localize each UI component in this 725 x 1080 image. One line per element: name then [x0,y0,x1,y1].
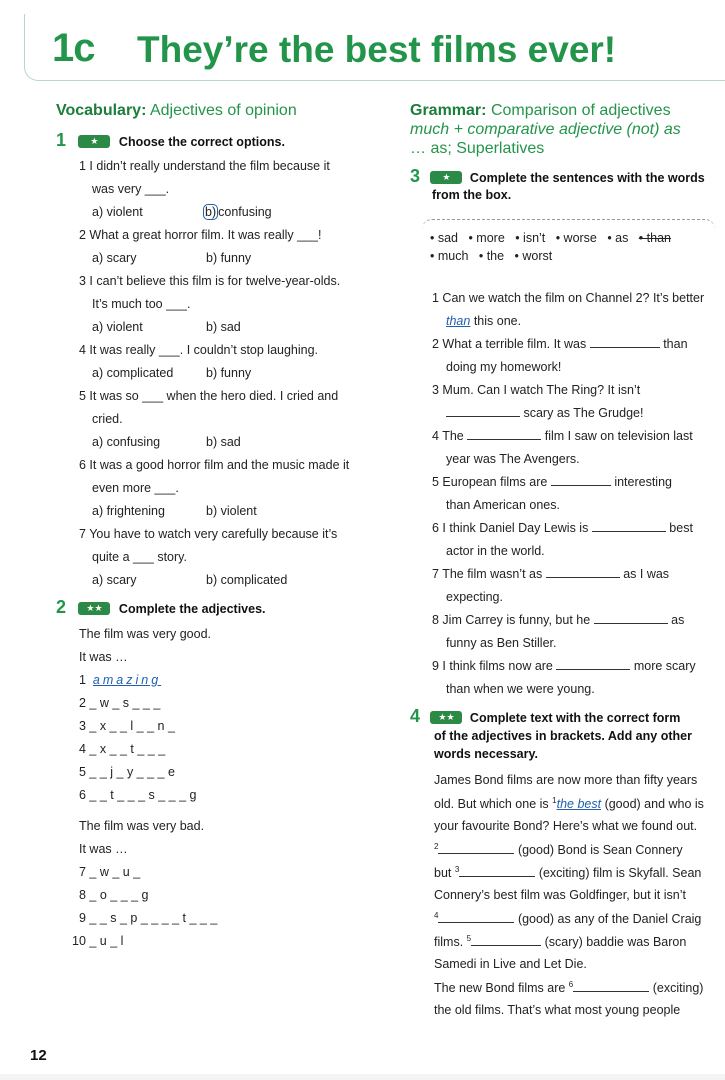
ex4-line: Samedi in Live and Let Die. [434,957,587,971]
exercise-4-number: 4 [410,706,421,726]
ex4-line: $^4$ (good) as any of the Daniel Craig [434,911,702,927]
ex2-item: 10 _ u _ l [72,934,124,948]
ex2-it-was: It was … [79,650,128,664]
page-number: 12 [30,1047,47,1064]
page-edge [0,1074,725,1080]
ex1-line: 7 You have to watch very carefully because it’s [79,527,338,541]
circled-answer: b) [205,205,217,219]
exercise-4-header [410,706,722,727]
exercise-3-instruction-2: from the box. [432,188,512,202]
ex1-option: a) frightening [92,504,165,518]
ex3-line: 8 Jim Carrey is funny, but he as [432,613,685,627]
vocab-heading: Vocabulary: Adjectives of opinion [56,102,297,119]
word-item: • as [607,231,629,245]
ex4-line: but $^3$ (exciting) film is Skyfall. Sean [434,865,702,881]
ex2-item: 9 _ _ s _ p _ _ _ _ t _ _ _ [79,911,218,925]
ex2-intro: The film was very good. [79,627,211,641]
exercise-1-instruction: Choose the correct options. [118,135,285,149]
ex3-line: than when we were young. [446,682,595,696]
word-item: • the [478,249,505,263]
ex1-option: b) violent [206,504,257,518]
ex4-line: old. But which one is $^1$the best (good) and who is [434,796,704,812]
word-item: • isn’t [515,231,546,245]
ex2-item: 3 _ x _ _ l _ _ n _ [79,719,175,733]
word-box-row-1 [430,231,671,245]
exercise-4-instruction-3: words necessary. [434,747,538,761]
ex1-line: 5 It was so ___ when the hero died. I cried and [79,389,339,403]
star-badge-icon: ★ [78,135,110,148]
ex1-option: b) funny [206,366,252,380]
ex3-line: 7 The film wasn’t as as I was [432,567,670,581]
exercise-3-header [410,166,722,187]
ex3-line: 1 Can we watch the film on Channel 2? It’s better [432,291,705,305]
ex1-line: was very ___. [92,182,170,196]
ex1-line: even more ___. [92,481,179,495]
word-box-row-2 [430,249,552,263]
ex1-option: a) violent [92,205,143,219]
ex1-line: 3 I can’t believe this film is for twelve-year-olds. [79,274,341,288]
ex1-line: 2 What a great horror film. It was really ___! [79,228,322,242]
exercise-2-instruction: Complete the adjectives. [118,602,266,616]
ex1-option: a) scary [92,251,137,265]
ex3-line: actor in the world. [446,544,545,558]
page-title: They’re the best films ever! [137,29,617,70]
grammar-heading: Grammar: Comparison of adjectives much + comparative adjective (not) as … as; Superlatives [410,102,681,157]
ex4-line: films. $^5$ (scary) baddie was Baron [434,934,687,950]
handwritten-answer: the best [556,797,602,812]
star-badge-icon: ★★ [430,711,462,724]
star-badge-icon: ★ [430,171,462,184]
exercise-1-number: 1 [56,130,67,150]
ex3-line: year was The Avengers. [446,452,580,466]
ex3-line: than American ones. [446,498,560,512]
exercise-3-number: 3 [410,166,421,186]
unit-number: 1c [52,26,95,70]
ex2-item: 8 _ o _ _ _ g [79,888,149,902]
ex1-option-selected[interactable]: b) confusing [205,205,272,219]
ex4-line: $^2$ (good) Bond is Sean Connery [434,842,683,858]
ex3-line: 9 I think films now are more scary [432,659,696,673]
ex3-line: doing my homework! [446,360,562,374]
word-item: • much [430,249,469,263]
ex3-line: 2 What a terrible film. It was than [432,337,688,351]
ex3-line: 6 I think Daniel Day Lewis is best [432,521,693,535]
ex4-line: the old films. That’s what most young people [434,1003,681,1017]
ex1-line: 4 It was really ___. I couldn’t stop laughing. [79,343,319,357]
exercise-3-instruction: Complete the sentences with the words [469,171,705,185]
ex2-intro: The film was very bad. [79,819,205,833]
ex4-line: your favourite Bond? Here’s what we found out. [434,819,698,833]
ex1-option: b) complicated [206,573,288,587]
handwritten-answer: amazing [92,673,162,687]
ex1-option: a) violent [92,320,143,334]
word-item: • sad [430,231,459,245]
ex4-line: James Bond films are now more than fifty years [434,773,698,787]
ex1-option: a) scary [92,573,137,587]
ex3-line: 5 European films are interesting [432,475,672,489]
ex2-item: 4 _ x _ _ t _ _ _ [79,742,166,756]
ex2-item: 6 _ _ t _ _ _ s _ _ _ g [79,788,197,802]
ex4-line: Connery’s best film was Goldfinger, but it isn’t [434,888,686,902]
ex4-line: The new Bond films are $^6$ (exciting) [434,980,704,996]
exercise-4-instruction: Complete text with the correct form [469,711,681,725]
ex1-line: 1 I didn’t really understand the film because it [79,159,330,173]
ex2-item: 5 _ _ j _ y _ _ _ e [79,765,175,779]
word-item: • worse [555,231,597,245]
ex1-line: 6 It was a good horror film and the music made it [79,458,350,472]
ex3-line: scary as The Grudge! [446,406,643,420]
ex1-line: cried. [92,412,123,426]
ex3-line: 3 Mum. Can I watch The Ring? It isn’t [432,383,641,397]
ex3-line: expecting. [446,590,503,604]
ex1-option: a) confusing [92,435,161,449]
ex1-option: b) sad [206,320,241,334]
ex1-option: b) funny [206,251,252,265]
ex2-item-1: 1 amazing [79,673,162,687]
ex1-line: quite a ___ story. [92,550,187,564]
ex2-it-was: It was … [79,842,128,856]
ex2-item: 2 _ w _ s _ _ _ [79,696,161,710]
exercise-1-header [56,130,285,151]
handwritten-answer: than [446,314,471,328]
star-badge-icon: ★★ [78,602,110,615]
ex3-line: 4 The film I saw on television last [432,429,693,443]
word-item-crossed: • than [638,231,671,245]
ex3-line: funny as Ben Stiller. [446,636,557,650]
ex1-option: a) complicated [92,366,174,380]
ex1-line: It’s much too ___. [92,297,191,311]
exercise-2-header [56,597,266,618]
ex2-item: 7 _ w _ u _ [79,865,141,879]
exercise-2-number: 2 [56,597,67,617]
word-item: • more [468,231,505,245]
word-item: • worst [514,249,553,263]
ex1-option: b) sad [206,435,241,449]
ex3-line: than this one. [446,314,522,328]
exercise-4-instruction-2: of the adjectives in brackets. Add any other [434,729,692,743]
